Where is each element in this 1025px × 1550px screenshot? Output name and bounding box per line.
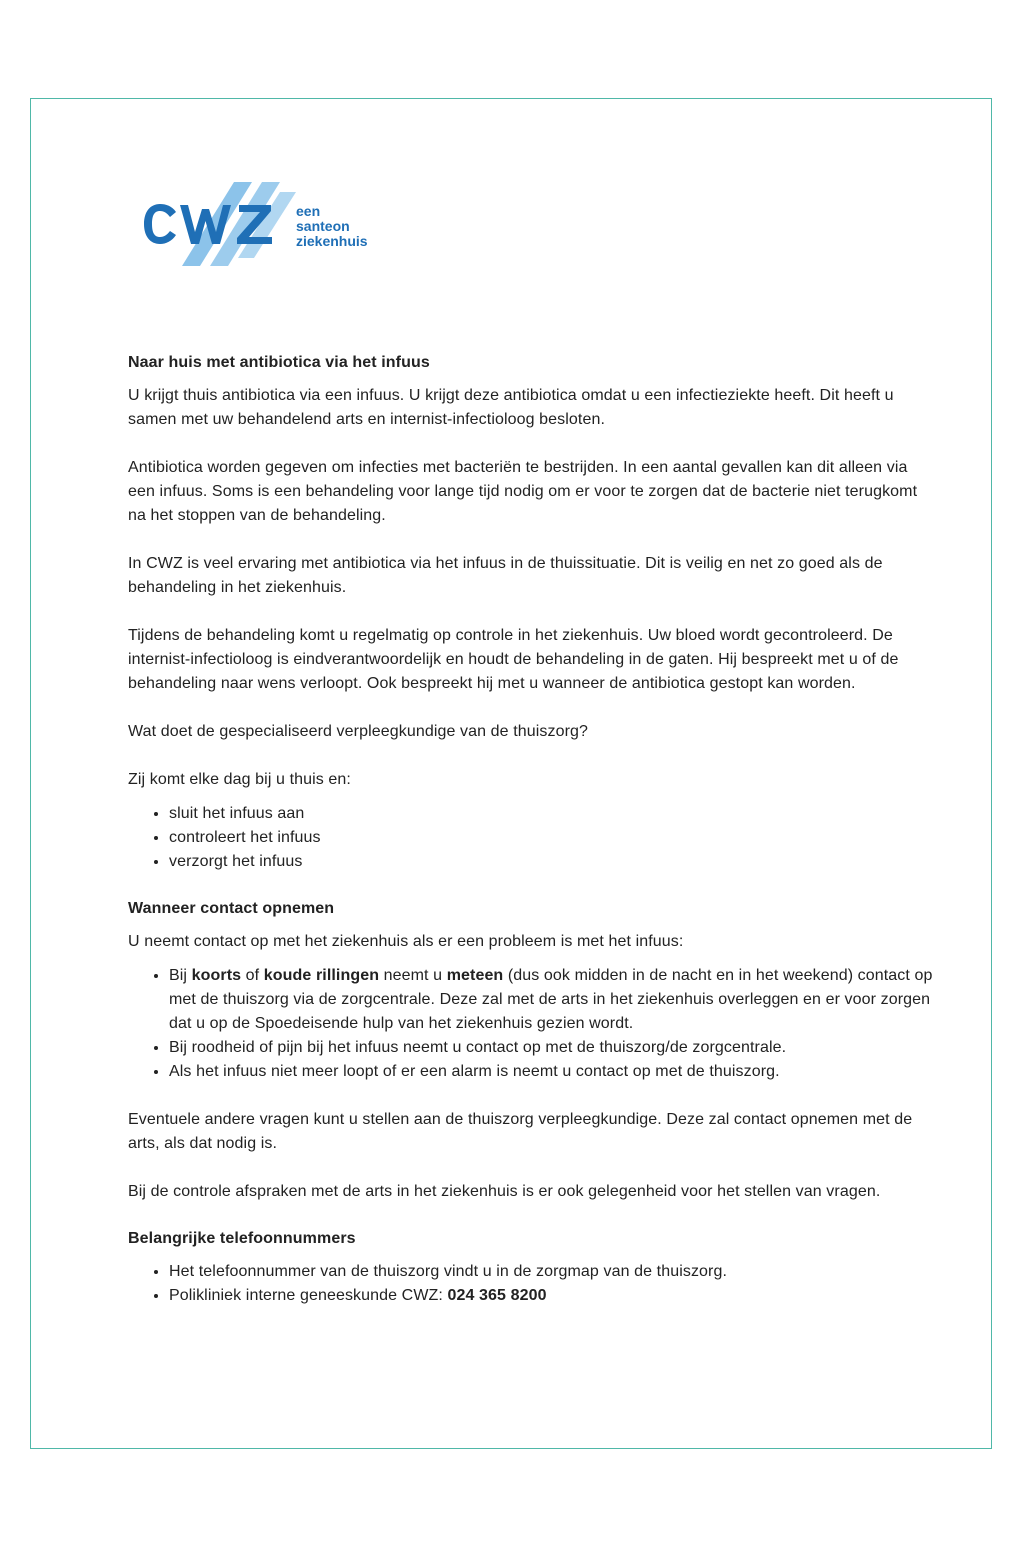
cwz-paragraph: In CWZ is veel ervaring met antibiotica via het infuus in de thuissituatie. Dit is veilig en net zo goed als de behandeling in het ziekenhuis.: [128, 555, 883, 596]
list-item: • Bij roodheid of pijn bij het infuus neemt u contact op met de thuiszorg/de zorgcentrale.: [169, 1036, 933, 1060]
emphasis-meteen: meteen: [446, 967, 504, 984]
logo-tagline-2: santeon: [296, 218, 350, 234]
contact-list: [128, 964, 933, 1084]
thuiszorg-question: Wat doet de gespecialiseerd verpleegkundige van de thuiszorg?: [128, 723, 589, 740]
intro-paragraph: U krijgt thuis antibiotica via een infuus. U krijgt deze antibiotica omdat u een infectieziekte heeft. Dit heeft u samen met uw behandelend arts en internist-infectioloog besloten.: [128, 387, 894, 428]
phone-list: [128, 1260, 933, 1308]
logo-tagline-3: ziekenhuis: [296, 233, 368, 249]
list-item: • verzorgt het infuus: [169, 850, 933, 874]
controle-paragraph: Tijdens de behandeling komt u regelmatig op controle in het ziekenhuis. Uw bloed wordt gecontroleerd. De internist-infectioloog is eindverantwoordelijk en houdt de behandeling in de gaten. Hij bespreekt met u of de behandeling naar wens verloopt. Ook bespreekt hij met u wanneer de antibiotica gestopt kan worden.: [128, 627, 899, 692]
list-item: • controleert het infuus: [169, 826, 933, 850]
list-item: • Polikliniek interne geneeskunde CWZ: 024 365 8200: [169, 1284, 933, 1308]
thuiszorg-list: [128, 802, 933, 874]
list-item: • sluit het infuus aan: [169, 802, 933, 826]
vragen-paragraph: Eventuele andere vragen kunt u stellen aan de thuiszorg verpleegkundige. Deze zal contact opnemen met de arts, als dat nodig is.: [128, 1111, 913, 1152]
contact-intro: U neemt contact op met het ziekenhuis als er een probleem is met het infuus:: [128, 933, 684, 950]
thuiszorg-intro: Zij komt elke dag bij u thuis en:: [128, 771, 351, 788]
antibiotica-paragraph: Antibiotica worden gegeven om infecties met bacteriën te bestrijden. In een aantal gevallen kan dit alleen via een infuus. Soms is een behandeling voor lange tijd nodig om er voor te zorgen dat de bacterie niet terugkomt na het stoppen van de behandeling.: [128, 459, 918, 524]
logo-tagline-1: een: [296, 203, 321, 219]
document-title: Naar huis met antibiotica via het infuus: [128, 354, 430, 371]
list-item: • Bij koorts of koude rillingen neemt u meteen (dus ook midden in de nacht en in het weekend) contact op met de thuiszorg via de zorgcentrale. Deze zal met de arts in het ziekenhuis overleggen en er voor zorgen dat u op de Spoedeisende hulp van het ziekenhuis gezien wordt.: [169, 964, 933, 1036]
emphasis-koorts: koorts: [191, 967, 242, 984]
cwz-logo: [140, 178, 375, 270]
list-item: • Het telefoonnummer van de thuiszorg vindt u in de zorgmap van de thuiszorg.: [169, 1260, 933, 1284]
contact-heading: Wanneer contact opnemen: [128, 900, 335, 917]
phone-heading: Belangrijke telefoonnummers: [128, 1230, 356, 1247]
emphasis-rillingen: koude rillingen: [263, 967, 380, 984]
list-item: • Als het infuus niet meer loopt of er een alarm is neemt u contact op met de thuiszorg.: [169, 1060, 933, 1084]
cwz-logo-graphic: [140, 178, 375, 270]
afspraken-paragraph: Bij de controle afspraken met de arts in het ziekenhuis is er ook gelegenheid voor het stellen van vragen.: [128, 1183, 881, 1200]
phone-number: 024 365 8200: [447, 1287, 547, 1304]
document-body: [128, 352, 933, 1332]
